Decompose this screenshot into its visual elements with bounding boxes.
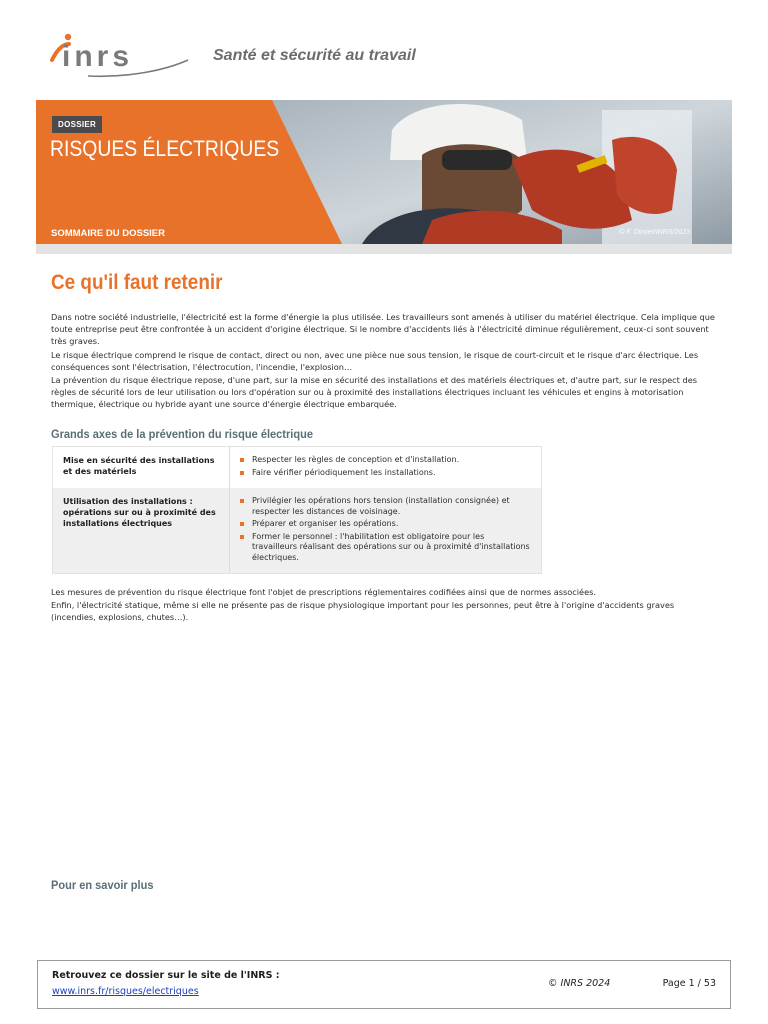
banner-divider <box>36 244 732 254</box>
outro-text <box>51 586 721 624</box>
summary-link[interactable]: SOMMAIRE DU DOSSIER <box>51 228 166 239</box>
prevention-axes-table <box>52 446 542 574</box>
inrs-logo[interactable] <box>48 30 193 82</box>
photo-credit: © F. Dimier/INRS/2023 <box>619 229 690 236</box>
axis-heading: Mise en sécurité des installations et des matériels <box>53 447 230 488</box>
page-footer <box>37 960 731 1009</box>
list-item: Privilégier les opérations hors tension (installation consignée) et respecter les distances de voisinage. <box>240 496 531 517</box>
axis-measures <box>230 447 541 488</box>
list-item: Former le personnel : l'habilitation est obligatoire pour les travailleurs réalisant des opérations sur ou à proximité d'installations électriques. <box>240 532 531 564</box>
section-title: Ce qu'il faut retenir <box>51 271 223 294</box>
table-row <box>53 447 541 488</box>
axis-heading: Utilisation des installations : opérations sur ou à proximité des installations électriques <box>53 488 230 573</box>
intro-text <box>51 311 721 412</box>
more-info-title: Pour en savoir plus <box>51 878 154 892</box>
table-row <box>53 488 541 573</box>
axis-measures <box>230 488 541 573</box>
dossier-title: RISQUES ÉLECTRIQUES <box>50 136 280 161</box>
dossier-url-link[interactable]: www.inrs.fr/risques/electriques <box>52 986 199 997</box>
dossier-banner <box>36 100 732 244</box>
logo-text: inrs <box>62 40 134 73</box>
axes-title: Grands axes de la prévention du risque électrique <box>51 427 313 441</box>
intro-paragraph: Le risque électrique comprend le risque de contact, direct ou non, avec une pièce nue sous tension, le risque de court-circuit et le risque d'arc électrique. Les conséquences sont l'électrisation, l'électrocution, l'incendie, l'explosion… <box>51 349 699 372</box>
outro-paragraph: Enfin, l'électricité statique, même si elle ne présente pas de risque physiologique important pour les personnes, peut être à l'origine d'accidents graves (incendies, explosions, chutes…). <box>51 599 675 623</box>
intro-paragraph: La prévention du risque électrique repose, d'une part, sur la mise en sécurité des installations et des matériels électriques et, d'autre part, sur le respect des règles de sécurité lors de leur utilisation ou lors d'opération sur ou à proximité des installations électriques incluant les véhicules et engins à motorisation thermique, électrique ou hybride ayant une source d'énergie électrique embarquée. <box>51 375 697 410</box>
intro-paragraph: Dans notre société industrielle, l'électricité est la forme d'énergie la plus utilisée. Les travailleurs sont amenés à utiliser du matériel électrique. Cela implique que toute entreprise peut être confrontée à un accident d'origine électrique. Si le nombre d'accidents liés à l'électricité diminue régulièrement, ceux-ci sont souvent très graves. <box>51 312 715 347</box>
page-number: Page 1 / 53 <box>662 978 716 989</box>
list-item: Respecter les règles de conception et d'installation. <box>240 455 531 466</box>
outro-paragraph: Les mesures de prévention du risque électrique font l'objet de prescriptions réglementaires codifiées ainsi que de normes associées. <box>51 587 596 597</box>
footer-title: Retrouvez ce dossier sur le site de l'INRS : <box>52 970 280 981</box>
copyright: © INRS 2024 <box>548 978 611 989</box>
worker-photo <box>272 100 732 244</box>
dossier-badge: DOSSIER <box>52 116 102 133</box>
list-item: Préparer et organiser les opérations. <box>240 519 531 530</box>
inrs-logo-mark <box>48 30 193 82</box>
tagline: Santé et sécurité au travail <box>213 47 416 64</box>
list-item: Faire vérifier périodiquement les installations. <box>240 468 531 479</box>
